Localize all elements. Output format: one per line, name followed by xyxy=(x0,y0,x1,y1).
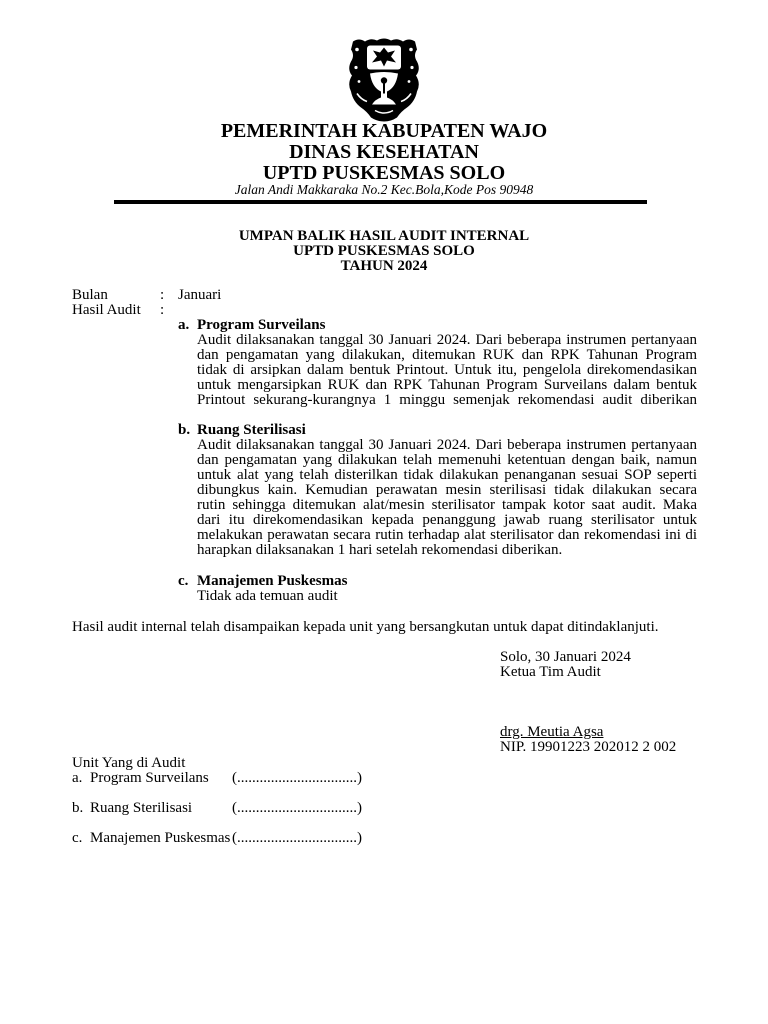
audited-unit-name: Manajemen Puskesmas xyxy=(90,830,231,846)
audited-unit-name: Program Surveilans xyxy=(90,770,209,786)
letterhead-divider xyxy=(114,200,647,204)
signature-place-date: Solo, 30 Januari 2024 xyxy=(500,649,631,665)
letterhead-address: Jalan Andi Makkaraka No.2 Kec.Bola,Kode Pos 90948 xyxy=(234,182,534,197)
finding-b-line: dari itu direkomendasikan kepada penanggung jawab ruang sterilisator untuk xyxy=(197,512,697,528)
letterhead-agency: DINAS KESEHATAN xyxy=(289,141,479,163)
finding-a-line: Audit dilaksanakan tanggal 30 Januari 2024. Dari beberapa instrumen pertanyaan xyxy=(197,332,697,348)
finding-b-line: rutin sehingga ditemukan alat/mesin sterilisator tampak kotor saat audit. Maka xyxy=(197,497,697,513)
month-colon: : xyxy=(160,287,165,303)
document-subtitle: UPTD PUSKESMAS SOLO xyxy=(293,243,475,259)
closing-statement: Hasil audit internal telah disampaikan kepada unit yang bersangkutan untuk dapat ditindaklanjuti. xyxy=(72,619,659,635)
finding-a-line: Printout sekurang-kurangnya 1 minggu semenjak rekomendasi audit diberikan xyxy=(197,392,697,408)
audit-result-label: Hasil Audit xyxy=(72,302,141,318)
audited-units-heading: Unit Yang di Audit xyxy=(72,755,186,771)
audited-unit-name: Ruang Sterilisasi xyxy=(90,800,193,816)
finding-b-line: Audit dilaksanakan tanggal 30 Januari 2024. Dari beberapa instrumen pertanyaan xyxy=(197,437,697,453)
finding-b-line: untuk alat yang telah disterilkan tidak dilakukan penanganan sesuai SOP seperti xyxy=(197,467,697,483)
letterhead-government: PEMERINTAH KABUPATEN WAJO xyxy=(220,120,548,142)
finding-b-line: harapkan dilaksanakan 1 hari setelah rekomendasi diberikan. xyxy=(197,542,563,558)
finding-a-heading: Program Surveilans xyxy=(197,317,326,333)
finding-b-line: dan pengamatan yang dilakukan telah memenuhi ketentuan dengan baik, namun xyxy=(197,452,697,468)
month-label: Bulan xyxy=(72,287,108,303)
finding-a-line: untuk mengarsipkan RUK dan RPK Tahunan Program Surveilans dalam bentuk xyxy=(197,377,697,393)
finding-c-heading: Manajemen Puskesmas xyxy=(197,573,348,589)
finding-b-line: melakukan perawatan secara rutin terhadap alat sterilisator dan rekomendasi ini di xyxy=(197,527,697,543)
finding-a-line: dan pengamatan yang dilakukan, ditemukan RUK dan RPK Tahunan Program xyxy=(197,347,697,363)
audited-unit-marker: a. xyxy=(72,770,83,786)
audit-result-colon: : xyxy=(160,302,165,318)
audited-unit-signature-blank: (................................) xyxy=(232,770,362,786)
signature-name: drg. Meutia Agsa xyxy=(500,724,604,740)
finding-a-marker: a. xyxy=(178,317,190,333)
audited-unit-marker: b. xyxy=(72,800,84,816)
letterhead-unit: UPTD PUSKESMAS SOLO xyxy=(262,162,506,184)
finding-b-marker: b. xyxy=(178,422,191,438)
audited-unit-marker: c. xyxy=(72,830,83,846)
audited-unit-signature-blank: (................................) xyxy=(232,800,362,816)
regency-emblem-icon xyxy=(345,37,423,122)
finding-a-line: tidak di arsipkan dalam bentuk Printout. Untuk itu, pengelola direkomendasikan xyxy=(197,362,697,378)
finding-b-heading: Ruang Sterilisasi xyxy=(197,422,306,438)
finding-c-line: Tidak ada temuan audit xyxy=(197,588,338,604)
audited-unit-signature-blank: (................................) xyxy=(232,830,362,846)
finding-b-line: dibungkus kain. Kemudian perawatan mesin sterilisasi tidak dilakukan secara xyxy=(197,482,697,498)
document-year: TAHUN 2024 xyxy=(340,258,428,274)
finding-c-marker: c. xyxy=(178,573,189,589)
month-value: Januari xyxy=(178,287,222,303)
document-title: UMPAN BALIK HASIL AUDIT INTERNAL xyxy=(238,228,530,244)
signature-role: Ketua Tim Audit xyxy=(500,664,601,680)
signature-nip: NIP. 19901223 202012 2 002 xyxy=(500,739,677,755)
